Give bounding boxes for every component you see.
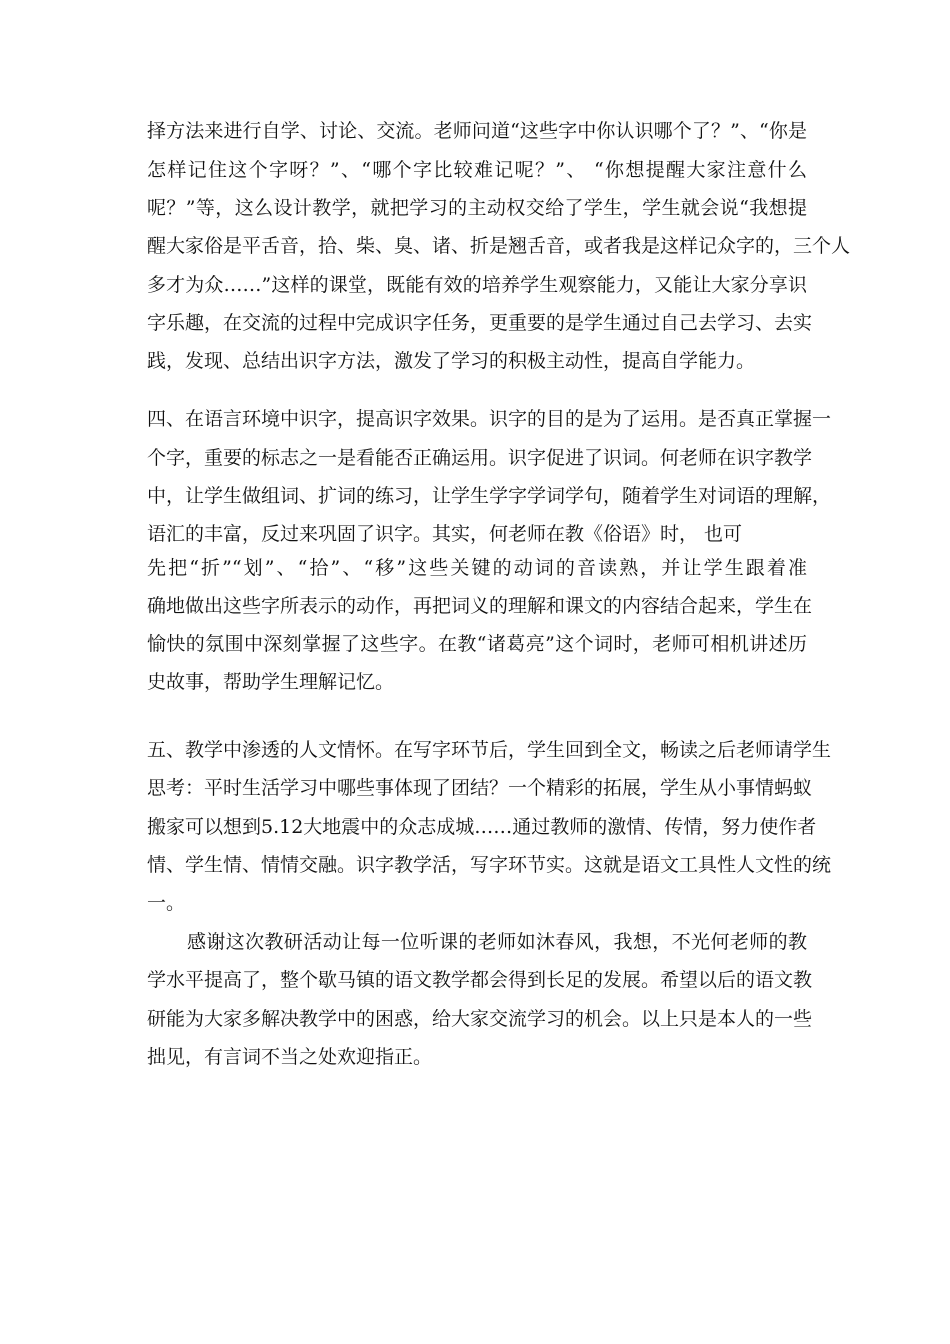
text-line: 多才为众……”这样的课堂，既能有效的培养学生观察能力，又能让大家分享识 [147,274,807,296]
text-line: 中，让学生做组词、扩词的练习，让学生学字学词学句，随着学生对词语的理解， [147,485,832,507]
text-line: 思考：平时生活学习中哪些事体现了团结？一个精彩的拓展，学生从小事情蚂蚁 [147,777,813,799]
text-line: 愉快的氛围中深刻掌握了这些字。在教“诸葛亮”这个词时，老师可相机讲述历 [147,633,807,655]
text-line: 字乐趣，在交流的过程中完成识字任务，更重要的是学生通过自己去学习、去实 [147,312,813,334]
text-line: 史故事，帮助学生理解记忆。 [147,671,395,693]
text-line: 先把“折”“划”、“拾”、“移”这些关键的动词的音读熟，并让学生跟着准 [147,557,807,579]
text-line: 五、教学中渗透的人文情怀。在写字环节后，学生回到全文，畅读之后老师请学生 [147,739,832,761]
text-line: 个字，重要的标志之一是看能否正确运用。识字促进了识词。何老师在识字教学 [147,447,813,469]
text-line: 践，发现、总结出识字方法，激发了学习的积极主动性，提高自学能力。 [147,350,756,372]
text-line: 研能为大家多解决教学中的困惑，给大家交流学习的机会。以上只是本人的一些 [147,1008,813,1030]
text-line: 醒大家俗是平舌音，拾、柴、臭、诸、折是翘舌音，或者我是这样记众字的，三个人 [147,235,851,257]
text-line: 确地做出这些字所表示的动作，再把词义的理解和课文的内容结合起来，学生在 [147,595,813,617]
text-line: 四、在语言环境中识字，提高识字效果。识字的目的是为了运用。是否真正掌握一 [147,408,832,430]
text-line: 怎样记住这个字呀？”、“哪个字比较难记呢？”、 “你想提醒大家注意什么 [147,159,807,181]
text-line: 学水平提高了，整个歇马镇的语文教学都会得到长足的发展。希望以后的语文教 [147,969,813,991]
text-line: 呢？”等，这么设计教学，就把学习的主动权交给了学生，学生就会说“我想提 [147,197,807,219]
text-line: 情、学生情、情情交融。识字教学活，写字环节实。这就是语文工具性人文性的统 [147,854,832,876]
text-line: 搬家可以想到5.12大地震中的众志成城……通过教师的激情、传情，努力使作者 [147,816,817,838]
text-line: 语汇的丰富，反过来巩固了识字。其实，何老师在教《俗语》时， 也可 [147,523,743,545]
text-line: 拙见，有言词不当之处欢迎指正。 [147,1046,433,1068]
text-line: 感谢这次教研活动让每一位听课的老师如沐春风，我想，不光何老师的教 [187,931,807,953]
text-line: 一。 [147,892,186,914]
text-line: 择方法来进行自学、讨论、交流。老师问道“这些字中你认识哪个了？”、“你是 [147,120,807,142]
